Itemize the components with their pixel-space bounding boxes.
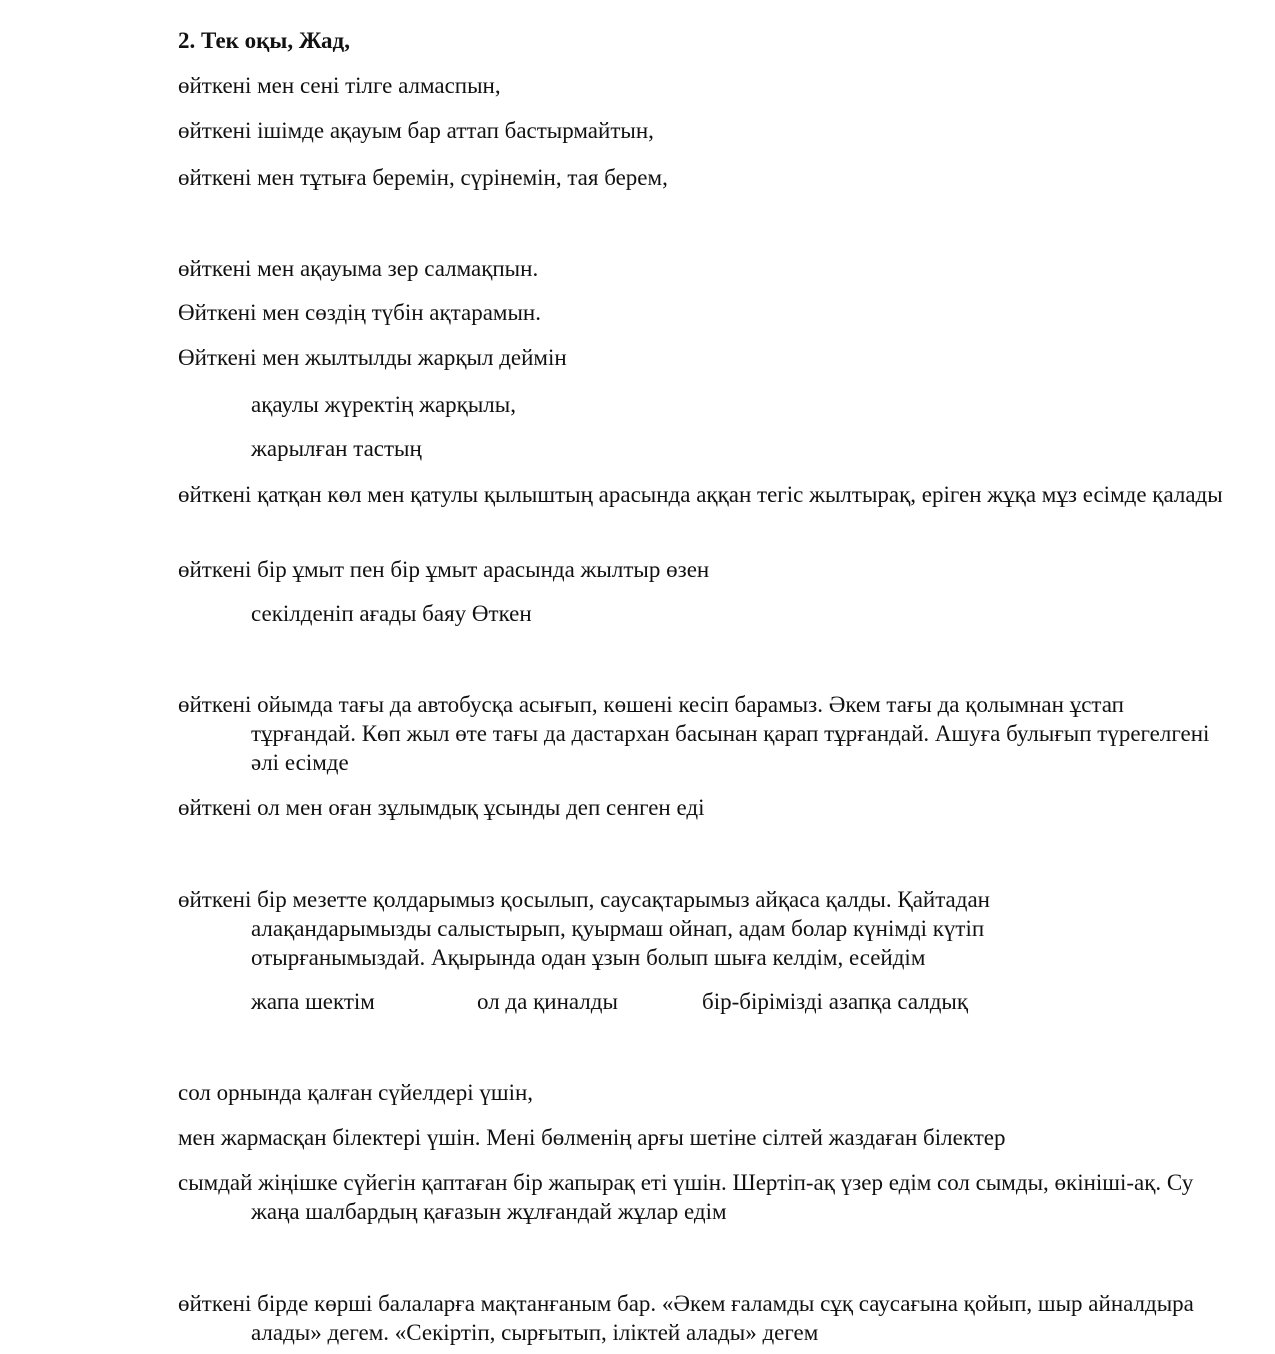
tabbed-line-part-3: бір-бірімізді азапқа салдық xyxy=(702,989,969,1014)
poem-line-10: секілденіп ағады баяу Өткен xyxy=(251,601,532,626)
poem-line-12: сол орнында қалған сүйелдері үшін, xyxy=(178,1080,534,1105)
poem-paragraph-2: өйткені ойымда тағы да автобусқа асығып, көшені кесіп барамыз. Әкем тағы да қолымнан ұстап тұрғандай. Көп жыл өте тағы да дастархан басынан қарап тұрғандай. Ашуға булығып түрегелгені әлі есімде xyxy=(178,692,1210,775)
tabbed-line-part-1: жапа шектім xyxy=(251,989,375,1014)
poem-paragraph-1: өйткені қатқан көл мен қатулы қылыштың арасында аққан тегіс жылтырақ, еріген жұқа мұз есімде қалады xyxy=(178,482,1223,507)
poem-line-13: мен жармасқан білектері үшін. Мені бөлменің арғы шетіне сілтей жаздаған білектер xyxy=(178,1125,1006,1150)
poem-line-5: Өйткені мен сөздің түбін ақтарамын. xyxy=(178,300,541,325)
poem-line-8: жарылған тастың xyxy=(251,436,422,461)
poem-title: 2. Тек оқы, Жад, xyxy=(178,28,350,53)
poem-line-9: өйткені бір ұмыт пен бір ұмыт арасында жылтыр өзен xyxy=(178,557,710,582)
poem-line-6: Өйткені мен жылтылды жарқыл деймін xyxy=(178,345,567,370)
tabbed-line-part-2: ол да қиналды xyxy=(477,989,618,1014)
poem-line-2: өйткені ішімде ақауым бар аттап бастырмайтын, xyxy=(178,118,654,143)
poem-paragraph-3: өйткені бір мезетте қолдарымыз қосылып, саусақтарымыз айқаса қалды. Қайтадан алақандарымызды салыстырып, қуырмаш ойнап, адам болар күнімді күтіп отырғанымыздай. Ақырында одан ұзын болып шыға келдім, есейдім xyxy=(178,887,990,970)
poem-line-7: ақаулы жүректің жарқылы, xyxy=(251,392,516,417)
poem-line-3: өйткені мен тұтыға беремін, сүрінемін, тая берем, xyxy=(178,165,668,190)
poem-line-1: өйткені мен сені тілге алмаспын, xyxy=(178,73,501,98)
poem-line-4: өйткені мен ақауыма зер салмақпын. xyxy=(178,256,539,281)
poem-line-11: өйткені ол мен оған зұлымдық ұсынды деп сенген еді xyxy=(178,795,705,820)
poem-paragraph-5: өйткені бірде көрші балаларға мақтанғаным бар. «Әкем ғаламды сұқ саусағына қойып, шыр айналдыра алады» дегем. «Секіртіп, сырғытып, іліктей алады» дегем xyxy=(178,1291,1194,1345)
poem-paragraph-4: сымдай жіңішке сүйегін қаптаған бір жапырақ еті үшін. Шертіп-ақ үзер едім сол сымды, өкініші-ақ. Су жаңа шалбардың қағазын жұлғандай жұлар едім xyxy=(178,1170,1194,1224)
